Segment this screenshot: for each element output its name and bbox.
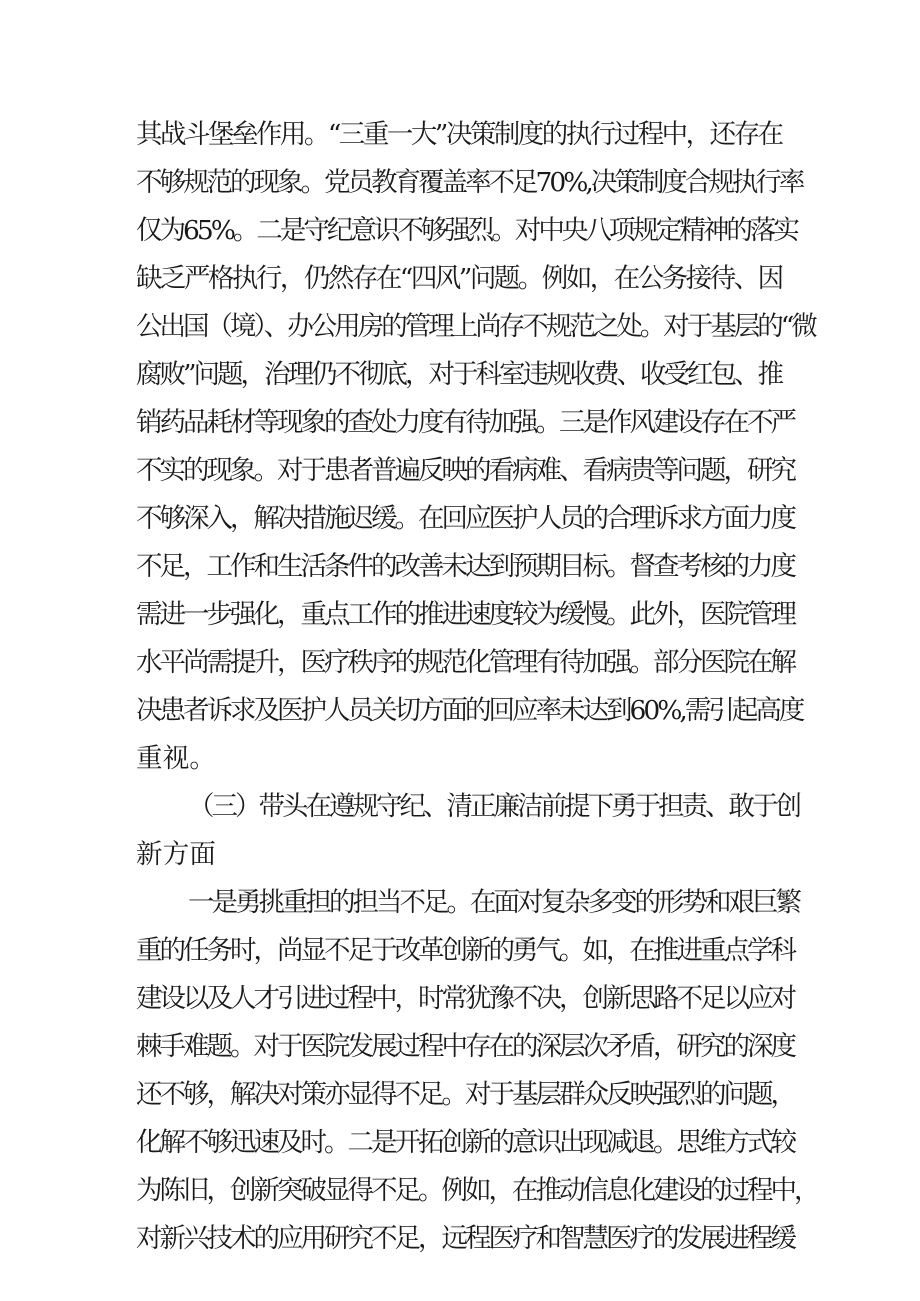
text-line: 化解不够迅速及时。二是开拓创新的意识出现减退。思维方式较 [136,1127,794,1158]
text-line: 缺乏严格执行，仍然存在“四风”问题。例如，在公务接待、因 [136,263,782,294]
text-line: 建设以及人才引进过程中，时常犹豫不决，创新思路不足以应对 [136,983,794,1014]
text-line: 重视。 [136,743,217,774]
text-line: 不实的现象。对于患者普遍反映的看病难、看病贵等问题，研究 [136,455,794,486]
text-line: 棘手难题。对于医院发展过程中存在的深层次矛盾，研究的深度 [136,1031,794,1062]
text-line: 其战斗堡垒作用。“三重一大”决策制度的执行过程中，还存在 [136,119,782,150]
text-line: 不够规范的现象。党员教育覆盖率不足70%,决策制度合规执行率 [136,167,803,198]
text-line: 腐败”问题，治理仍不彻底，对于科室违规收费、收受红包、推 [136,359,782,390]
section-heading-continued: 新方面 [136,839,217,870]
section-heading: （三）带头在遵规守纪、清正廉洁前提下勇于担责、敢于创 [188,791,799,822]
text-line: 不够深入，解决措施迟缓。在回应医护人员的合理诉求方面力度 [136,503,794,534]
text-line: 决患者诉求及医护人员关切方面的回应率未达到60%,需引起高度 [136,695,803,726]
text-line: 不足，工作和生活条件的改善未达到预期目标。督查考核的力度 [136,551,794,582]
text-line: 需进一步强化，重点工作的推进速度较为缓慢。此外，医院管理 [136,599,794,630]
text-line: 对新兴技术的应用研究不足，远程医疗和智慧医疗的发展进程缓 [136,1223,794,1254]
text-line: 水平尚需提升，医疗秩序的规范化管理有待加强。部分医院在解 [136,647,794,678]
paragraph-first-line: 一是勇挑重担的担当不足。在面对复杂多变的形势和艰巨繁 [188,887,799,918]
text-line: 重的任务时，尚显不足于改革创新的勇气。如，在推进重点学科 [136,935,794,966]
text-line: 还不够，解决对策亦显得不足。对于基层群众反映强烈的问题， [136,1079,794,1110]
text-line: 销药品耗材等现象的查处力度有待加强。三是作风建设存在不严 [136,407,794,438]
text-line: 仅为65%。二是守纪意识不够强烈。对中央八项规定精神的落实 [136,215,797,246]
text-line: 公出国（境）、办公用房的管理上尚存不规范之处。对于基层的“微 [136,311,815,342]
text-line: 为陈旧，创新突破显得不足。例如，在推动信息化建设的过程中， [136,1175,818,1206]
